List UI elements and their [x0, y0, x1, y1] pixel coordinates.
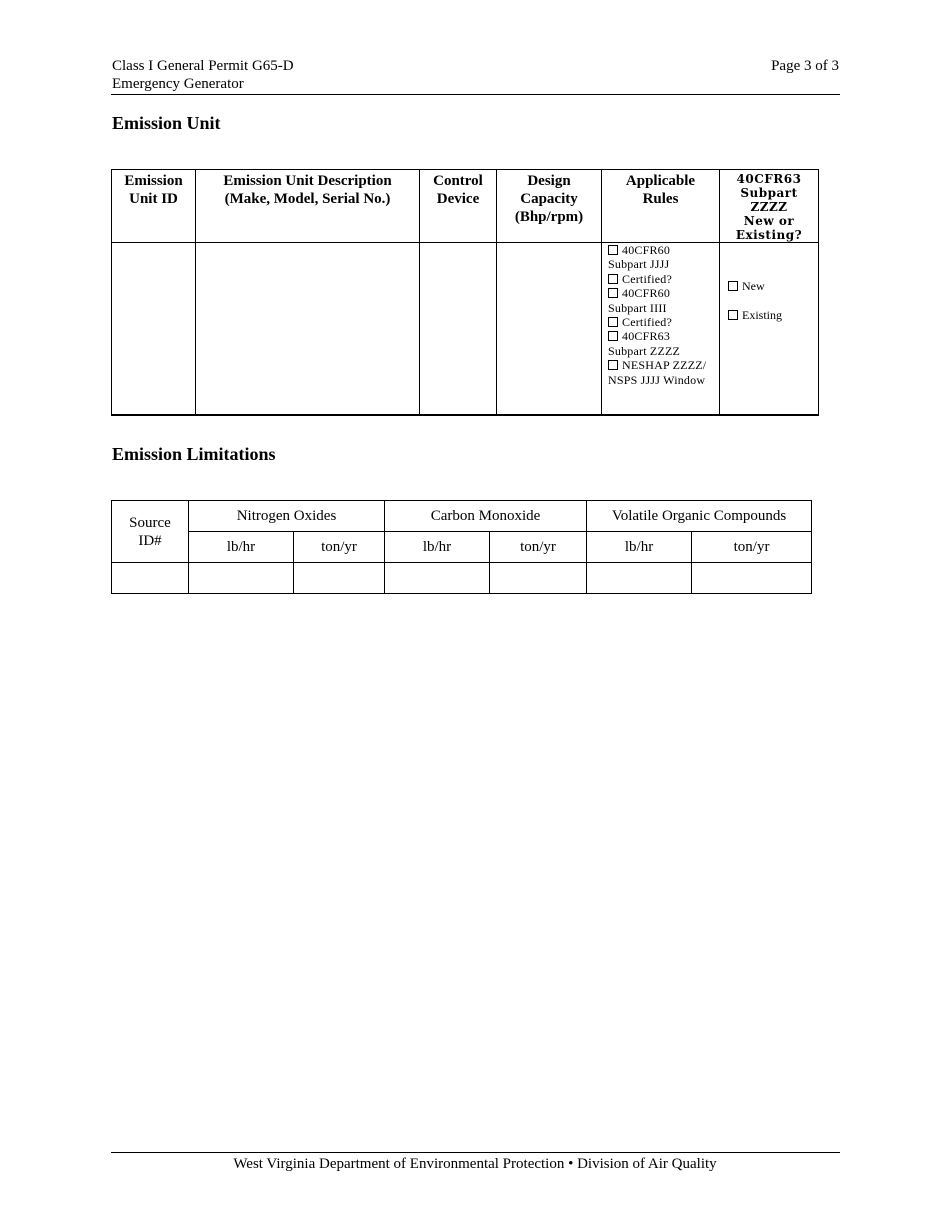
voc-tonyr-cell[interactable]	[692, 563, 812, 594]
col-header-design-capacity: Design Capacity (Bhp/rpm)	[497, 170, 602, 243]
table-row	[112, 243, 819, 416]
header-divider	[111, 94, 840, 95]
permit-title: Class I General Permit G65-D	[112, 58, 294, 74]
checkbox-certified-iiii[interactable]	[608, 317, 618, 327]
col-header-co-lbhr: lb/hr	[385, 532, 490, 563]
col-header-control-device: Control Device	[420, 170, 497, 243]
option-existing: Existing	[728, 301, 818, 330]
table-subheader-row	[112, 532, 812, 563]
header-left	[112, 57, 294, 93]
rule-line: Subpart IIII	[608, 300, 667, 315]
emission-unit-table	[111, 169, 819, 416]
section-title-emission-unit: Emission Unit	[112, 113, 221, 133]
rule-line: Subpart JJJJ	[608, 257, 670, 272]
rule-line: Certified?	[608, 272, 719, 286]
col-header-nox-tonyr: ton/yr	[294, 532, 385, 563]
col-header-voc: Volatile Organic Compounds	[587, 501, 812, 532]
table-header-row	[112, 501, 812, 532]
rule-line: NESHAP ZZZZ/	[608, 358, 719, 372]
col-header-voc-tonyr: ton/yr	[692, 532, 812, 563]
new-existing-cell	[720, 243, 819, 416]
col-header-description: Emission Unit Description (Make, Model, Serial No.)	[196, 170, 420, 243]
table-header-row	[112, 170, 819, 243]
col-header-source-id: Source ID#	[112, 501, 189, 563]
permit-subtitle: Emergency Generator	[112, 76, 244, 92]
rule-line: 40CFR60	[608, 243, 719, 257]
source-id-cell[interactable]	[112, 563, 189, 594]
co-lbhr-cell[interactable]	[385, 563, 490, 594]
checkbox-40cfr60-iiii[interactable]	[608, 288, 618, 298]
checkbox-new[interactable]	[728, 281, 738, 291]
rule-line: Subpart ZZZZ	[608, 343, 681, 358]
page-number: Page 3 of 3	[771, 58, 839, 74]
rule-line: Certified?	[608, 315, 719, 329]
checkbox-existing[interactable]	[728, 310, 738, 320]
checkbox-40cfr63-zzzz[interactable]	[608, 331, 618, 341]
checkbox-neshap-window[interactable]	[608, 360, 618, 370]
footer-divider	[111, 1152, 840, 1153]
control-device-cell[interactable]	[420, 243, 497, 416]
option-new: New	[728, 272, 818, 301]
col-header-unit-id: Emission Unit ID	[112, 170, 196, 243]
nox-lbhr-cell[interactable]	[189, 563, 294, 594]
col-header-zzzz-status: 40CFR63 Subpart ZZZZ New or Existing?	[720, 170, 819, 243]
description-cell[interactable]	[196, 243, 420, 416]
rule-line: 40CFR60	[608, 286, 719, 300]
applicable-rules-cell	[602, 243, 720, 416]
col-header-nox-lbhr: lb/hr	[189, 532, 294, 563]
col-header-voc-lbhr: lb/hr	[587, 532, 692, 563]
col-header-nitrogen-oxides: Nitrogen Oxides	[189, 501, 385, 532]
nox-tonyr-cell[interactable]	[294, 563, 385, 594]
rule-line: NSPS JJJJ Window	[608, 372, 706, 387]
voc-lbhr-cell[interactable]	[587, 563, 692, 594]
col-header-co-tonyr: ton/yr	[490, 532, 587, 563]
section-title-emission-limitations: Emission Limitations	[112, 444, 276, 464]
table-row	[112, 563, 812, 594]
footer-text: West Virginia Department of Environmental Protection • Division of Air Quality	[233, 1156, 717, 1172]
col-header-applicable-rules: Applicable Rules	[602, 170, 720, 243]
design-capacity-cell[interactable]	[497, 243, 602, 416]
emission-limitations-table	[111, 500, 812, 594]
unit-id-cell[interactable]	[112, 243, 196, 416]
checkbox-certified-jjjj[interactable]	[608, 274, 618, 284]
col-header-carbon-monoxide: Carbon Monoxide	[385, 501, 587, 532]
rule-line: 40CFR63	[608, 329, 719, 343]
checkbox-40cfr60-jjjj[interactable]	[608, 245, 618, 255]
co-tonyr-cell[interactable]	[490, 563, 587, 594]
